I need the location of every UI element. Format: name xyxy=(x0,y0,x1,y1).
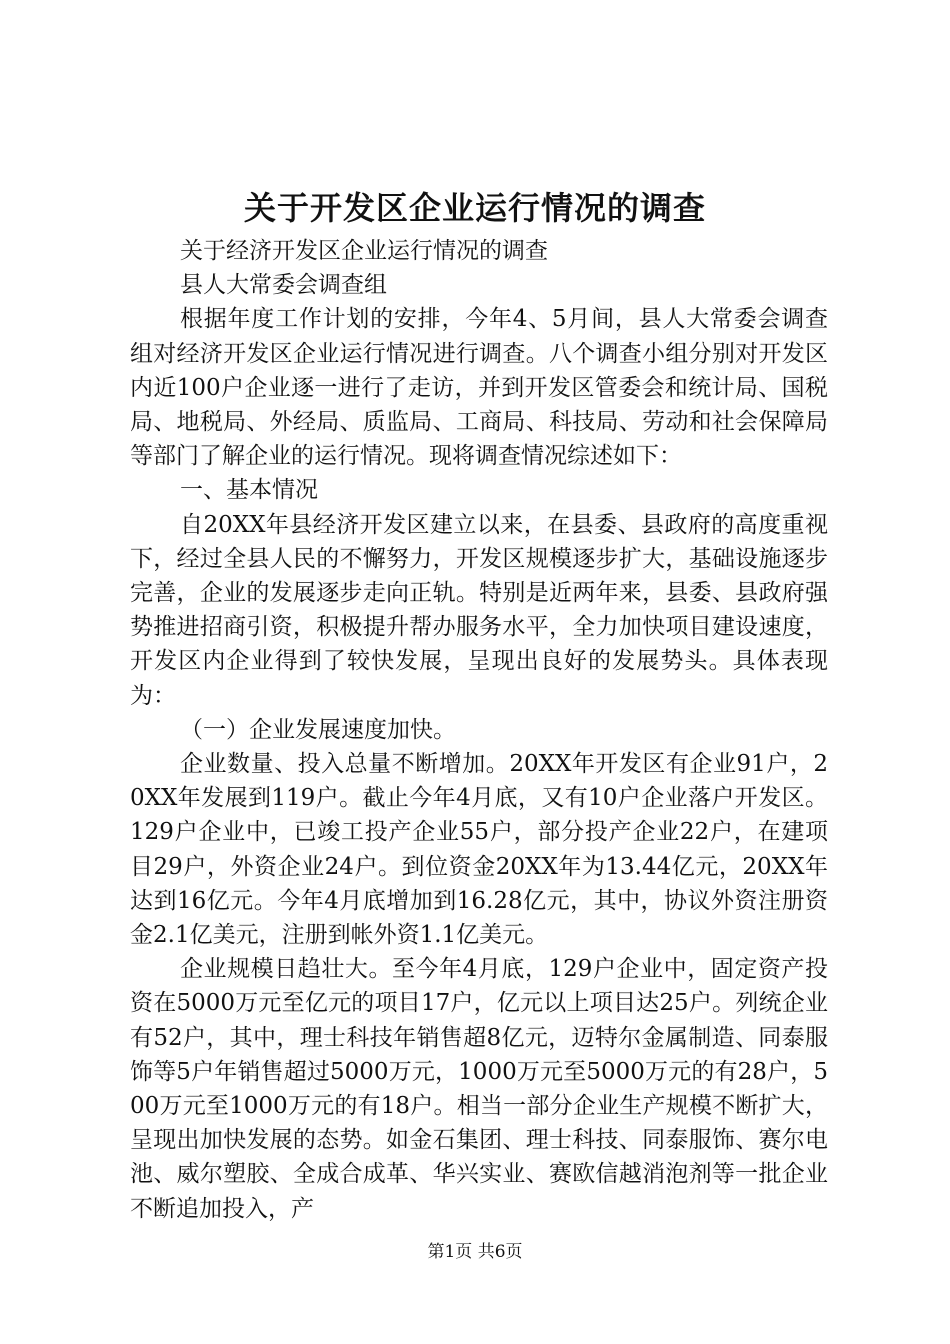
intro-paragraph: 根据年度工作计划的安排，今年4、5月间，县人大常委会调查组对经济开发区企业运行情况进行调查。八个调查小组分别对开发区内近100户企业逐一进行了走访，并到开发区管委会和统计局、国税局、地税局、外经局、质监局、工商局、科技局、劳动和社会保障局等部门了解企业的运行情况。现将调查情况综述如下： xyxy=(130,306,828,470)
subsection-heading: （一）企业发展速度加快。 xyxy=(180,716,456,743)
author-paragraph: 县人大常委会调查组 xyxy=(180,272,387,299)
enterprise-count-paragraph: 企业数量、投入总量不断增加。20XX年开发区有企业91户，20XX年发展到119户。截止今年4月底，又有10户企业落户开发区。129户企业中，已竣工投产企业55户，部分投产企业22户，在建项目29户，外资企业24户。到位资金20XX年为13.44亿元，20XX年达到16亿元。今年4月底增加到16.28亿元，其中，协议外资注册资金2.1亿美元，注册到帐外资1.1亿美元。 xyxy=(130,751,828,949)
section-heading: 一、基本情况 xyxy=(180,477,318,504)
document-body xyxy=(130,234,828,1226)
document-title: 关于开发区企业运行情况的调查 xyxy=(243,189,706,227)
subtitle-paragraph: 关于经济开发区企业运行情况的调查 xyxy=(180,238,548,264)
page-footer: 第1页 共6页 xyxy=(427,1242,523,1262)
background-paragraph: 自20XX年县经济开发区建立以来，在县委、县政府的高度重视下，经过全县人民的不懈努力，开发区规模逐步扩大，基础设施逐步完善，企业的发展逐步走向正轨。特别是近两年来，县委、县政府强势推进招商引资，积极提升帮办服务水平，全力加快项目建设速度，开发区内企业得到了较快发展，呈现出良好的发展势头。具体表现为： xyxy=(130,511,828,709)
enterprise-scale-paragraph: 企业规模日趋壮大。至今年4月底，129户企业中，固定资产投资在5000万元至亿元的项目17户，亿元以上项目达25户。列统企业有52户，其中，理士科技年销售超8亿元，迈特尔金属制造、同泰服饰等5户年销售超过5000万元，1000万元至5000万元的有28户，500万元至1000万元的有18户。相当一部分企业生产规模不断扩大，呈现出加快发展的态势。如金石集团、理士科技、同泰服饰、赛尔电池、威尔塑胶、全成合成革、华兴实业、赛欧信越消泡剂等一批企业不断追加投入，产 xyxy=(130,956,828,1222)
